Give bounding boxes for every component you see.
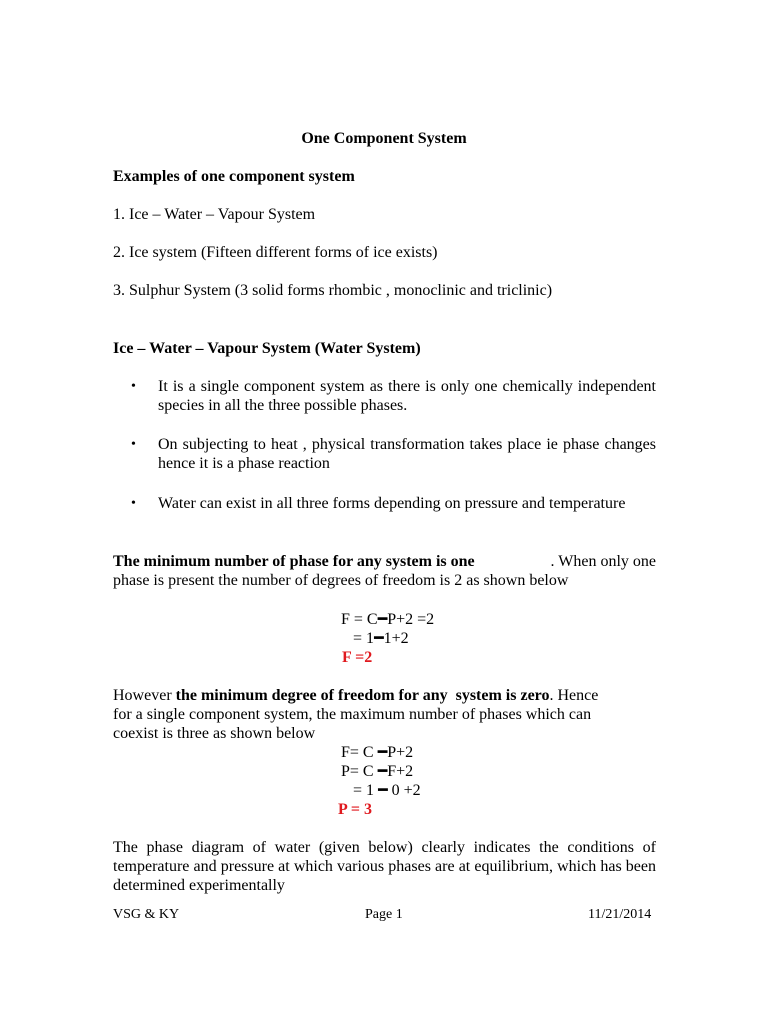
- bullet-marker: •: [131, 437, 136, 452]
- footer-date: 11/21/2014: [588, 907, 652, 922]
- footer-left: VSG & KY: [113, 907, 180, 922]
- eq2-line2: P= C ━F+2: [341, 763, 414, 780]
- eq1-line1: F = C━P+2 =2: [341, 611, 435, 628]
- bullet-item-1: It is a single component system as there is only one chemically independent species in all the three possible phases.: [158, 378, 656, 414]
- para2-rest: . Hence: [549, 687, 599, 704]
- eq2-line1: F= C ━P+2: [341, 744, 414, 761]
- footer-page-number: Page 1: [365, 907, 403, 922]
- eq2-result: P = 3: [338, 801, 373, 818]
- bullet-marker: •: [131, 496, 136, 511]
- example-item-1: 1. Ice – Water – Vapour System: [113, 206, 316, 223]
- para1-rest: . When only one: [550, 553, 656, 570]
- para2-start: However: [113, 687, 176, 704]
- eq1-result: F =2: [342, 649, 373, 666]
- examples-heading: Examples of one component system: [113, 168, 355, 185]
- para2-line2: for a single component system, the maximum number of phases which can: [113, 706, 592, 723]
- section-heading: Ice – Water – Vapour System (Water System): [113, 340, 421, 357]
- para1-bold: The minimum number of phase for any system is one: [113, 553, 475, 570]
- example-item-2: 2. Ice system (Fifteen different forms of ice exists): [113, 244, 438, 261]
- para2-line3: coexist is three as shown below: [113, 725, 316, 742]
- bullet-item-2: On subjecting to heat , physical transformation takes place ie phase changes hence it is a phase reaction: [158, 436, 656, 472]
- bullet-item-3: Water can exist in all three forms depending on pressure and temperature: [158, 495, 626, 512]
- example-item-3: 3. Sulphur System (3 solid forms rhombic , monoclinic and triclinic): [113, 282, 553, 299]
- para1-line1: [113, 552, 656, 571]
- para3: The phase diagram of water (given below) clearly indicates the conditions of temperature and pressure at which various phases are at equilibrium, which has been determined experimentally: [113, 839, 656, 894]
- para1-line2: phase is present the number of degrees of freedom is 2 as shown below: [113, 572, 569, 589]
- bullet-marker: •: [131, 379, 136, 394]
- para2-bold: the minimum degree of freedom for any system is zero: [175, 687, 550, 704]
- para2-line1: [113, 686, 656, 705]
- eq1-line2: = 1━1+2: [353, 630, 409, 647]
- page-title: One Component System: [301, 130, 467, 147]
- eq2-line3: = 1 ━ 0 +2: [353, 782, 421, 799]
